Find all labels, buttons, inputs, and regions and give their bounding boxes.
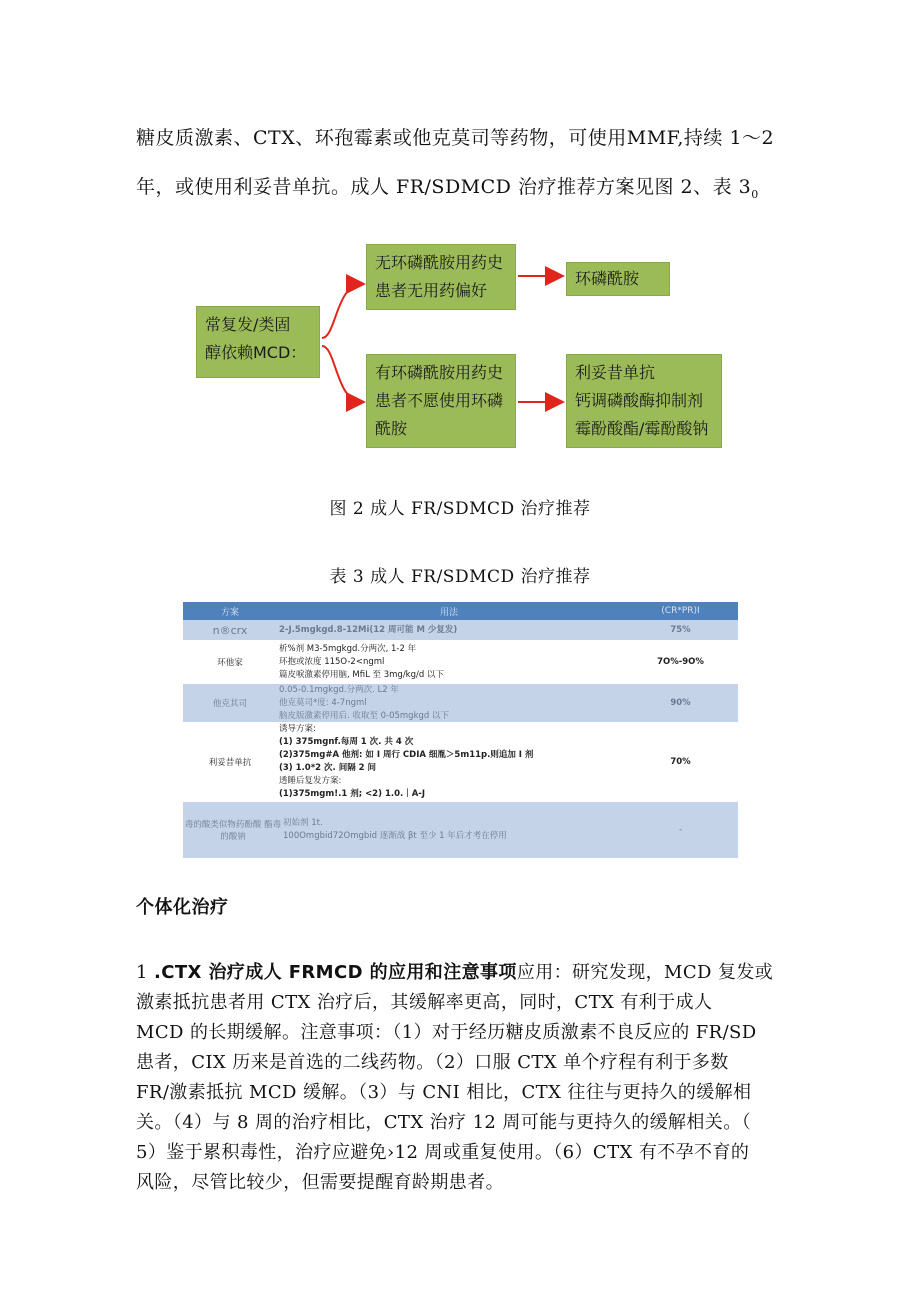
body-line: FR/激素抵抗 MCD 缓解。（3）与 CNI 相比，CTX 往往与更持久的缓解相 <box>136 1082 752 1103</box>
table-cell-usage: 诱导方案: (1) 375mgnf.每周 1 次. 共 4 次 (2)375mg#A 他剂: 如 I 周行 CDIA 细胤＞5m11p.则追加 I 剂 (3) 1.0*2 次. 间隔 2 间 透睡后复发方案: (1)375mgm!.1 剂; <2) 1.0.｜A-J <box>279 724 534 799</box>
table-header-cell: 用法 <box>439 607 458 618</box>
body-line: 患者，CIX 历来是首选的二线药物。（2）口服 CTX 单个疗程有利于多数 <box>136 1052 729 1073</box>
body-paragraph <box>136 958 796 1198</box>
table-cell-usage: 0.05-0.1mgkgd.分两次. L2 年 他克莫司*度: 4-7ngml 脑皮版激素停用后. 收取至 0-05mgkgd 以下 <box>279 684 449 721</box>
table-row <box>183 640 738 684</box>
intro-line-1: 糖皮质激素、CTX、环孢霉素或他克莫司等药物，可使用MMF,持续 1～2 <box>136 127 775 149</box>
flow-result-top-box: 环磷酰胺 <box>566 262 670 296</box>
flow-result-bottom-box <box>566 354 722 448</box>
table-cell-rate: 90% <box>670 698 691 708</box>
body-line: MCD 的长期缓解。注意事项：（1）对于经历糖皮质激素不良反应的 FR/SD <box>136 1022 757 1043</box>
table-cell-usage: 初始剂 1t. 100Omgbid72Omgbid 逐渐战 βt 至少 1 年后才考在停用 <box>283 818 507 841</box>
arrow-branch-bottom <box>322 346 362 402</box>
flow-branch-top-line: 患者无用药偏好 <box>375 281 488 300</box>
body-line: 风险，尽管比较少，但需要提醒育龄期患者。 <box>136 1172 504 1193</box>
table-header-cell: 方案 <box>220 607 239 618</box>
table-cell-rate: 70% <box>670 757 691 767</box>
flow-start-box <box>196 306 320 378</box>
body-line: 激素抵抗患者用 CTX 治疗后，其缓解率更高，同时，CTX 有利于成人 <box>136 992 713 1013</box>
flow-branch-top-line: 无环磷酰胺用药史 <box>375 253 504 272</box>
table-cell-rate: 75% <box>670 625 691 635</box>
flow-result-bottom-line: 钙调磷酸酶抑制剂 <box>575 391 704 410</box>
table-cell-name: 利妥昔单抗 <box>208 758 252 768</box>
body-line: 1 .CTX 治疗成人 FRMCD 的应用和注意事项应用：研究发现，MCD 复发或 <box>136 962 774 983</box>
flow-start-line: 常复发/类固 <box>205 315 291 334</box>
flow-result-bottom-line: 利妥昔单抗 <box>575 363 656 382</box>
intro-line-2 <box>136 172 759 201</box>
table-cell-rate: 7O%-9O% <box>657 657 704 667</box>
section-title: 个体化治疗 <box>136 897 229 918</box>
table-row <box>183 802 738 858</box>
intro-line-2-text: 年，或使用利妥昔单抗。成人 FR/SDMCD 治疗推荐方案见图 2、表 3 <box>136 176 752 198</box>
table-cell-name: 环他家 <box>217 658 243 668</box>
table-row <box>183 722 738 802</box>
body-line: 关。（4）与 8 周的治疗相比，CTX 治疗 12 周可能与更持久的缓解相关。（ <box>136 1112 752 1133</box>
treatment-flowchart <box>196 244 726 450</box>
flow-start-line: 醇依赖MCD： <box>205 343 307 362</box>
treatment-table <box>183 602 738 858</box>
table-cell-usage: 2-J.5mgkgd.8-12Mi(12 周可能 M 少复发) <box>279 624 458 635</box>
table-row <box>183 684 738 722</box>
flow-branch-bottom-line: 患者不愿使用环磷 <box>375 391 504 410</box>
table-caption: 表 3 成人 FR/SDMCD 治疗推荐 <box>329 567 591 587</box>
table-header-cell: (CR*PR)I <box>661 606 700 616</box>
figure-caption: 图 2 成人 FR/SDMCD 治疗推荐 <box>329 499 591 519</box>
flow-branch-bottom-box <box>366 354 516 448</box>
body-line: 5）鉴于累积毒性，治疗应避免›12 周或重复使用。（6）CTX 有不孕不育的 <box>136 1142 750 1163</box>
table-cell-usage: 析%剂 M3-5mgkgd.分两次, 1-2 年 环抱或浓度 115O-2<ngml 篇皮唳激素停用脑, MfiL 至 3mg/kg/d 以下 <box>279 643 444 680</box>
flow-branch-bottom-line: 酰胺 <box>375 419 408 438</box>
table-cell-rate: - <box>678 825 683 835</box>
table-cell-name: n®crx <box>212 623 248 637</box>
table-header-row <box>183 602 738 620</box>
arrow-branch-top <box>322 284 362 338</box>
table-cell-name: 他克其司 <box>212 699 247 709</box>
table-row <box>183 620 738 640</box>
table-cell-name: 毒的酸类似物药酚酸 酯毒的酸钠 <box>184 820 282 842</box>
flow-branch-bottom-line: 有环磷酰胺用药史 <box>375 363 504 382</box>
flow-result-bottom-line: 霉酚酸酯/霉酚酸钠 <box>575 419 709 438</box>
flow-branch-top-box <box>366 244 516 310</box>
intro-line-2-sub: 0 <box>751 187 759 201</box>
